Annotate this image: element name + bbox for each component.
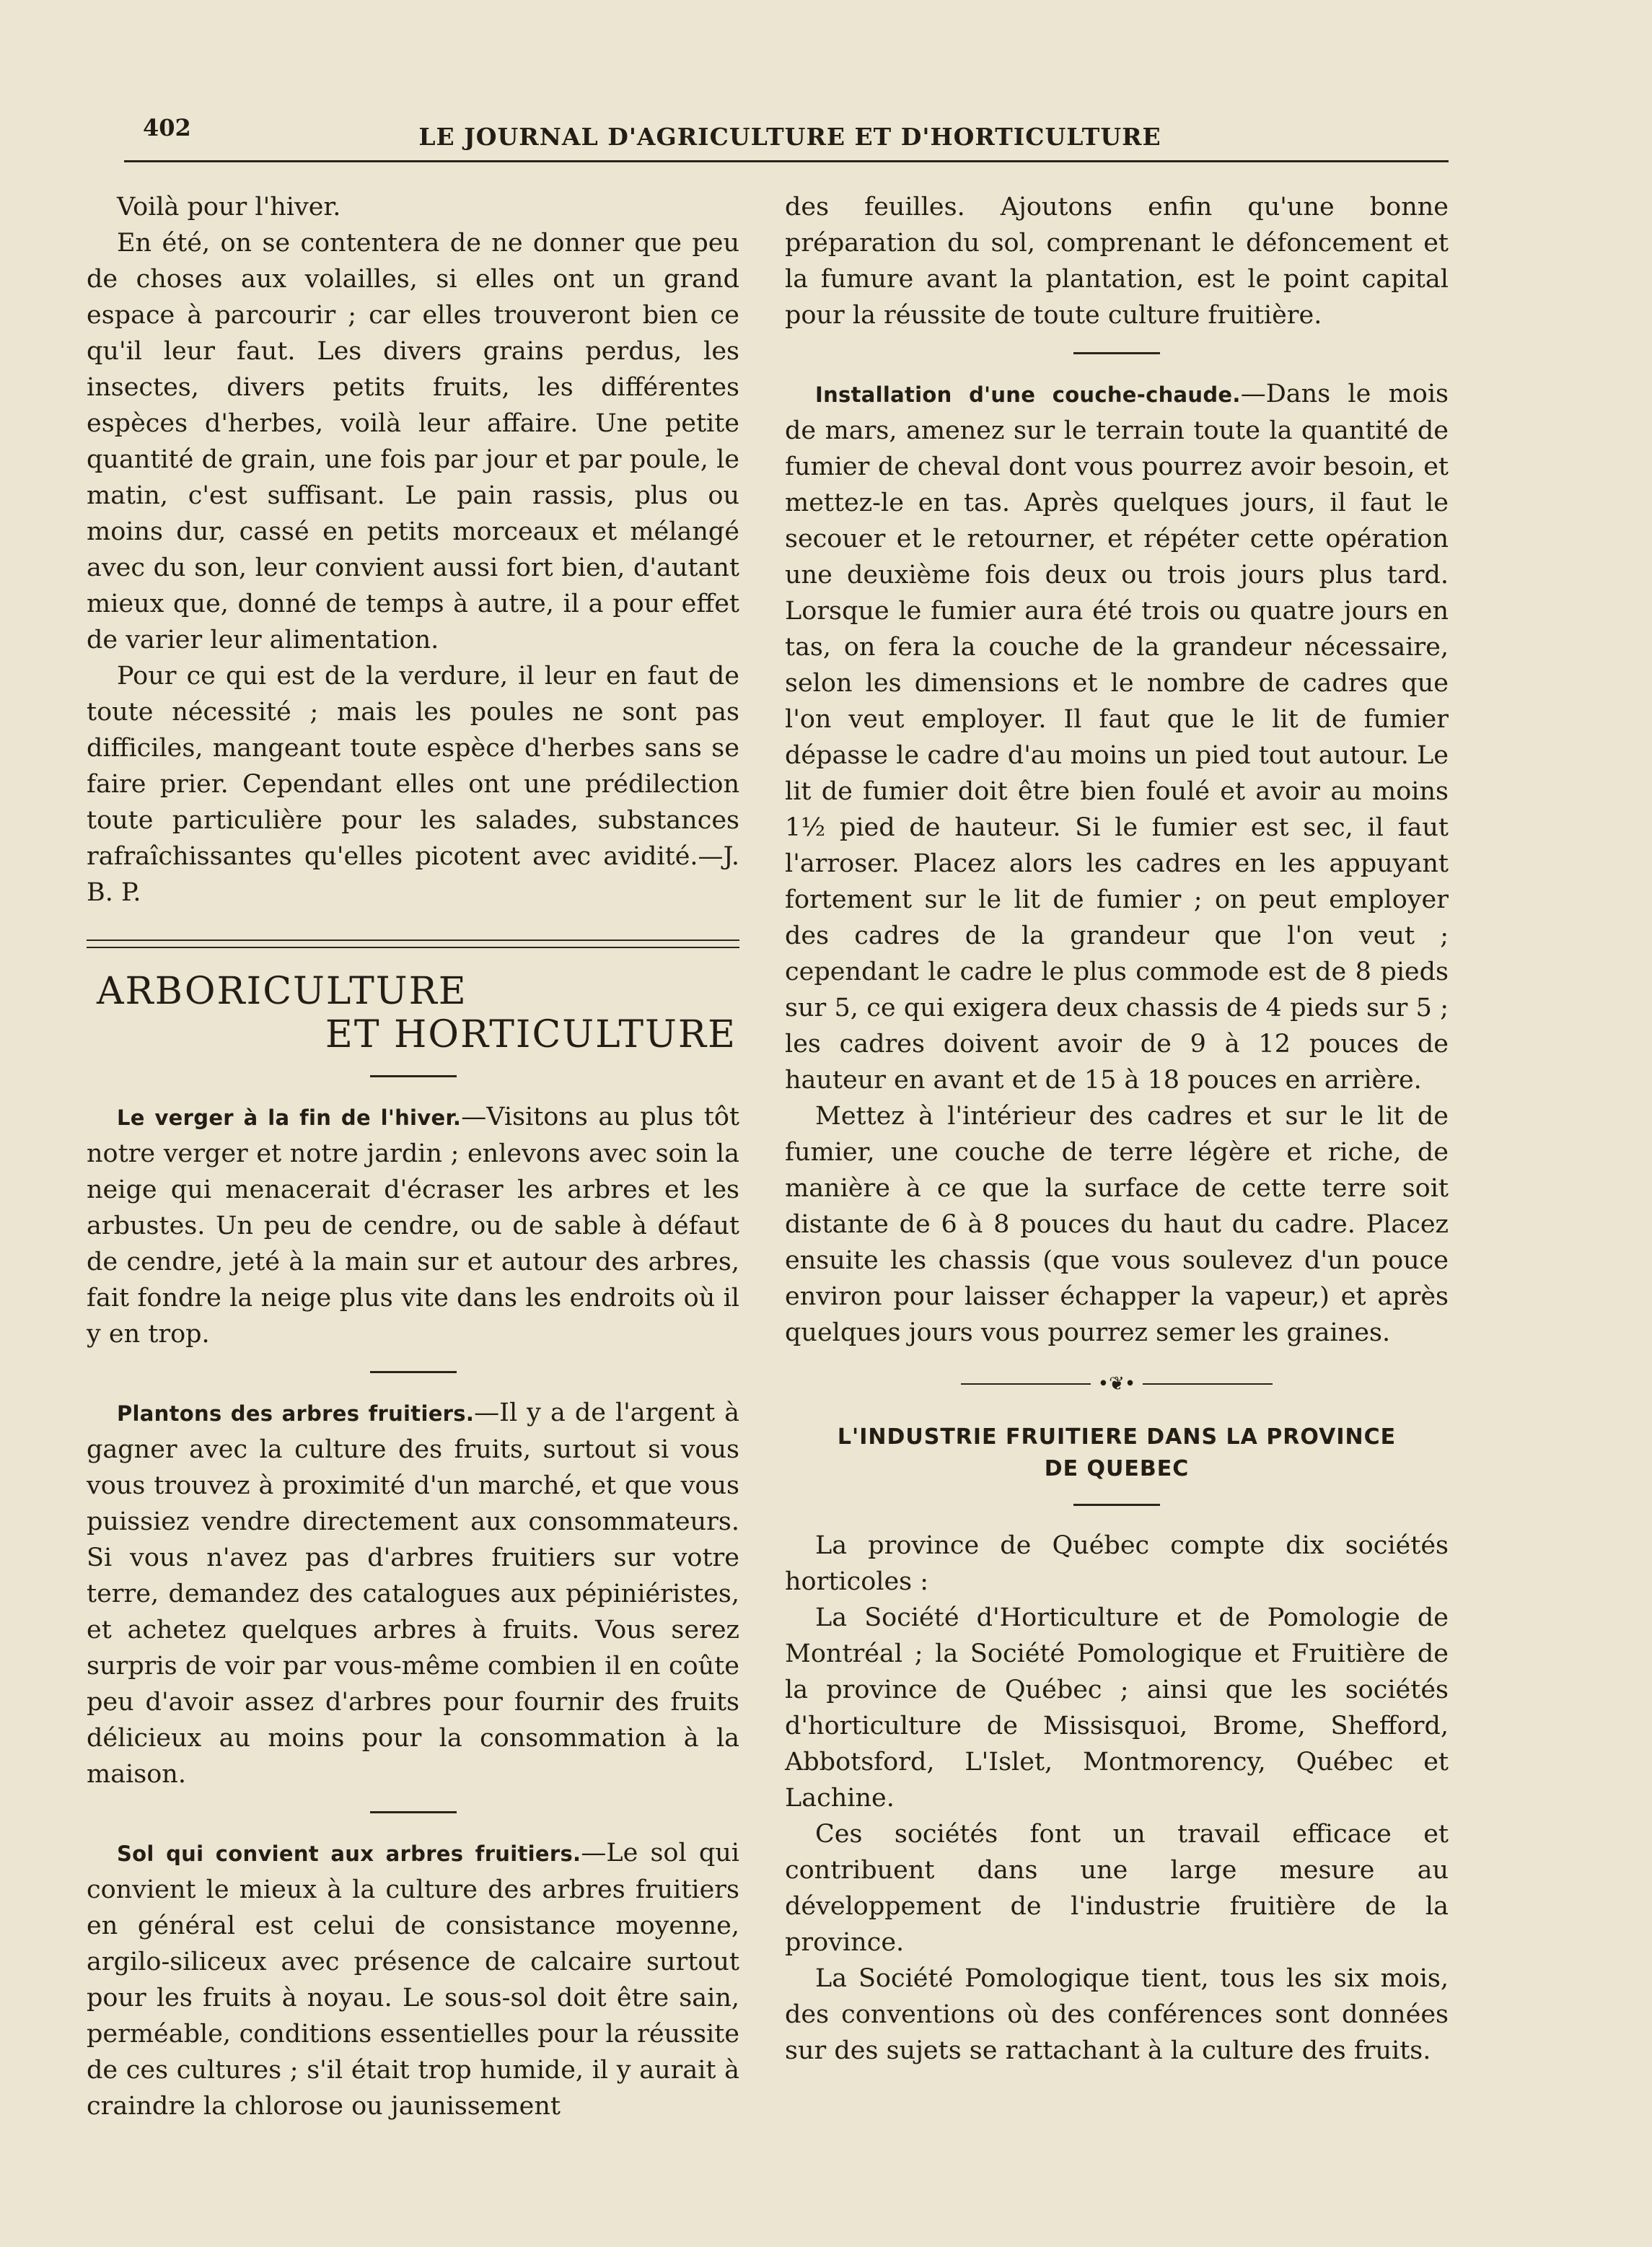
paragraph: des feuilles. Ajoutons enfin qu'une bonne préparation du sol, comprenant le défoncement et la fumure avant la plantation, est le point capital pour la réussite de toute culture fruitière. [785,193,1449,330]
divider [370,1811,457,1813]
ornament-line [961,1383,1091,1385]
article-heading [785,1422,1449,1485]
ornament-line [1143,1383,1273,1385]
article-title: Le verger à la fin de l'hiver. [117,1105,462,1130]
divider [370,1075,457,1077]
ornament-icon: •❦• [1097,1373,1136,1395]
paragraph: Pour ce qui est de la verdure, il leur en faut de toute nécessité ; mais les poules ne sont pas difficiles, mangeant toute espèce d'herbes sans se faire prier. Cependant elles ont une prédilection toute particulière pour les salades, substances rafraîchissantes qu'elles picotent avec avidité.—J. B. P. [87,662,739,907]
article-text: —Le sol qui convient le mieux à la culture des arbres fruitiers en général est celui de consistance moyenne, argilo-siliceux avec présence de calcaire surtout pour les fruits à noyau. Le sous-sol doit être sain, perméable, conditions essentielles pour la réussite de ces cultures ; s'il était trop humide, il y aurait à craindre la chlorose ou jaunissement [87,1839,739,2121]
article-title: Sol qui convient aux arbres fruitiers. [117,1841,581,1866]
section-divider [87,939,739,948]
paragraph: Voilà pour l'hiver. [117,193,341,222]
divider [1073,1504,1160,1506]
section-title [87,970,739,1056]
article-verger [87,1099,739,1352]
article-heading-line: DE QUEBEC [1044,1456,1190,1481]
ornament-divider [785,1373,1449,1395]
section-title-line: ET HORTICULTURE [325,1013,737,1056]
article-text: —Dans le mois de mars, amenez sur le terrain toute la quantité de fumier de cheval dont vous pourrez avoir besoin, et mettez-le en tas. Après quelques jours, il faut le secouer et le retourner, et répéter cette opération une deuxième fois deux ou trois jours plus tard. Lorsque le fumier aura été trois ou quatre jours en tas, on fera la couche de la grandeur nécessaire, selon les dimensions et le nombre de cadres que l'on veut employer. Il faut que le lit de fumier dépasse le cadre d'au moins un pied tout autour. Le lit de fumier doit être bien foulé et avoir au moins 1½ pied de hauteur. Si le fumier est sec, il faut l'arroser. Placez alors les cadres en les appuyant fortement sur le lit de fumier ; on peut employer des cadres de la grandeur que l'on veut ; cependant le cadre le plus commode est de 8 pieds sur 5, ce qui exigera deux chassis de 4 pieds sur 5 ; les cadres doivent avoir de 9 à 12 pouces de hauteur en avant et de 15 à 18 pouces en arrière. [785,380,1449,1095]
paragraph: La Société d'Horticulture et de Pomologie de Montréal ; la Société Pomologique et Fruitière de la province de Québec ; ainsi que les sociétés d'horticulture de Missisquoi, Brome, Shefford, Abbotsford, L'Islet, Montmorency, Québec et Lachine. [785,1603,1449,1813]
article-couche [785,376,1449,1098]
article-plantons [87,1395,739,1792]
article-sol [87,1835,739,2124]
paragraph: La province de Québec compte dix sociétés horticoles : [785,1531,1449,1596]
paragraph: La Société Pomologique tient, tous les six mois, des conventions où des conférences sont données sur des sujets se rattachant à la culture des fruits. [785,1964,1449,2065]
article-title: Installation d'une couche-chaude. [815,382,1241,407]
journal-title: LE JOURNAL D'AGRICULTURE ET D'HORTICULTURE [418,123,1161,151]
article-heading-line: L'INDUSTRIE FRUITIERE DANS LA PROVINCE [837,1424,1397,1450]
header-rule [124,160,1449,162]
divider [370,1371,457,1373]
paragraph: Ces sociétés font un travail efficace et contribuent dans une large mesure au développement de l'industrie fruitière de la province. [785,1820,1449,1957]
article-text: —Il y a de l'argent à gagner avec la culture des fruits, surtout si vous vous trouvez à proximité d'un marché, et que vous puissiez vendre directement aux consommateurs. Si vous n'avez pas d'arbres fruitiers sur votre terre, demandez des catalogues aux pépiniéristes, et achetez quelques arbres à fruits. Vous serez surpris de voir par vous-même combien il en coûte peu d'avoir assez d'arbres pour fournir des fruits délicieux au moins pour la consommation à la maison. [87,1398,739,1789]
divider [1073,352,1160,354]
paragraph: En été, on se contentera de ne donner que peu de choses aux volailles, si elles ont un grand espace à parcourir ; car elles trouveront bien ce qu'il leur faut. Les divers grains perdus, les insectes, divers petits fruits, les différentes espèces d'herbes, voilà leur affaire. Une petite quantité de grain, une fois par jour et par poule, le matin, c'est suffisant. Le pain rassis, plus ou moins dur, cassé en petits morceaux et mélangé avec du son, leur convient aussi fort bien, d'autant mieux que, donné de temps à autre, il a pour effet de varier leur alimentation. [87,229,739,654]
page-header [130,114,1450,165]
section-title-line: ARBORICULTURE [97,970,467,1013]
right-column [785,189,1449,2069]
paragraph: Mettez à l'intérieur des cadres et sur le lit de fumier, une couche de terre légère et riche, de manière à ce que la surface de cette terre soit distante de 6 à 8 pouces du haut du cadre. Placez ensuite les chassis (que vous soulevez d'un pouce environ pour laisser échapper la vapeur,) et après quelques jours vous pourrez semer les graines. [785,1102,1449,1347]
page-number: 402 [143,114,191,141]
left-column [87,189,739,2124]
article-text: —Visitons au plus tôt notre verger et notre jardin ; enlevons avec soin la neige qui menacerait d'écraser les arbres et les arbustes. Un peu de cendre, ou de sable à défaut de cendre, jeté à la main sur et autour des arbres, fait fondre la neige plus vite dans les endroits où il y en trop. [87,1103,739,1349]
article-title: Plantons des arbres fruitiers. [117,1401,475,1426]
